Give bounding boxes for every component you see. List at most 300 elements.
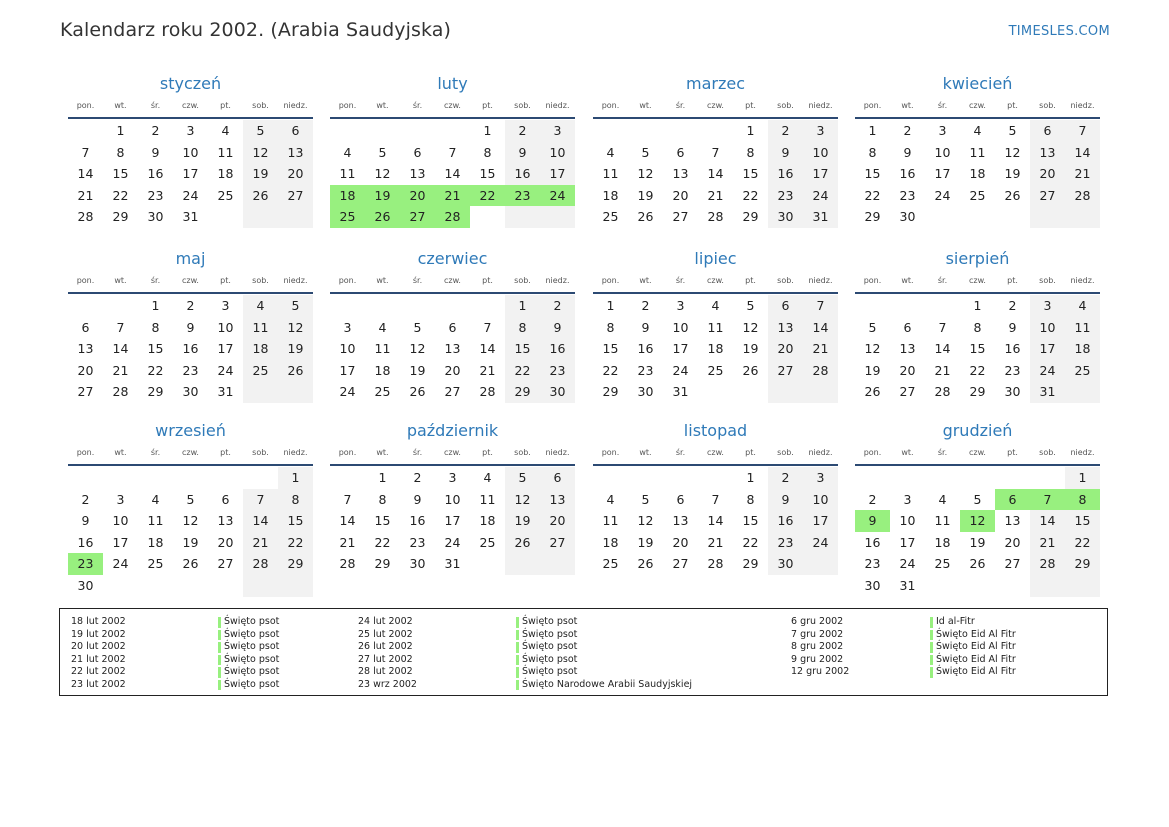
- day-cell[interactable]: 27: [768, 360, 803, 382]
- day-cell[interactable]: 26: [243, 185, 278, 207]
- day-cell[interactable]: 1: [746, 123, 755, 138]
- day-cell[interactable]: 30: [899, 209, 916, 225]
- day-cell[interactable]: 9: [540, 317, 575, 339]
- day-cell[interactable]: 2: [540, 295, 575, 317]
- day-cell[interactable]: 25: [934, 556, 951, 572]
- day-cell[interactable]: 5: [243, 120, 278, 142]
- day-cell[interactable]: 4: [1065, 295, 1100, 317]
- day-cell[interactable]: 13: [899, 341, 916, 357]
- day-cell[interactable]: 25: [707, 362, 724, 378]
- day-cell[interactable]: 30: [768, 553, 803, 575]
- day-cell[interactable]: 15: [864, 166, 881, 182]
- day-cell[interactable]: 14: [77, 166, 94, 182]
- day-cell[interactable]: 28: [707, 209, 724, 225]
- day-cell[interactable]: 12: [278, 317, 313, 339]
- day-cell[interactable]: 4: [151, 491, 160, 507]
- day-cell[interactable]: 18: [602, 534, 619, 550]
- day-cell[interactable]: 7: [243, 489, 278, 511]
- day-cell[interactable]: 28: [435, 206, 470, 228]
- day-cell[interactable]: 20: [672, 187, 689, 203]
- day-cell[interactable]: 14: [243, 510, 278, 532]
- day-cell[interactable]: 10: [934, 144, 951, 160]
- day-cell[interactable]: 15: [1065, 510, 1100, 532]
- day-cell[interactable]: 21: [1065, 163, 1100, 185]
- day-cell[interactable]: 23: [768, 185, 803, 207]
- day-cell[interactable]: 4: [243, 295, 278, 317]
- day-cell[interactable]: 5: [641, 491, 650, 507]
- day-cell[interactable]: 21: [435, 185, 470, 207]
- day-cell[interactable]: 17: [182, 166, 199, 182]
- day-cell[interactable]: 6: [413, 144, 422, 160]
- day-cell[interactable]: 31: [899, 577, 916, 593]
- day-cell[interactable]: 28: [707, 556, 724, 572]
- day-cell[interactable]: 11: [243, 317, 278, 339]
- day-cell[interactable]: 11: [707, 319, 724, 335]
- day-cell[interactable]: 23: [540, 360, 575, 382]
- day-cell[interactable]: 10: [803, 489, 838, 511]
- day-cell[interactable]: 11: [217, 144, 234, 160]
- day-cell[interactable]: 31: [217, 384, 234, 400]
- day-cell[interactable]: 19: [864, 362, 881, 378]
- day-cell[interactable]: 9: [1008, 319, 1017, 335]
- day-cell[interactable]: 23: [864, 556, 881, 572]
- day-cell[interactable]: 15: [374, 513, 391, 529]
- day-cell[interactable]: 19: [637, 187, 654, 203]
- day-cell[interactable]: 2: [768, 120, 803, 142]
- day-cell[interactable]: 29: [742, 556, 759, 572]
- day-cell[interactable]: 17: [112, 534, 129, 550]
- day-cell[interactable]: 27: [672, 209, 689, 225]
- day-cell[interactable]: 3: [903, 491, 912, 507]
- day-cell[interactable]: 29: [278, 553, 313, 575]
- day-cell[interactable]: 26: [637, 556, 654, 572]
- day-cell[interactable]: 9: [768, 142, 803, 164]
- day-cell[interactable]: 8: [483, 144, 492, 160]
- day-cell[interactable]: 30: [637, 384, 654, 400]
- day-cell[interactable]: 6: [448, 319, 457, 335]
- day-cell[interactable]: 28: [339, 556, 356, 572]
- day-cell[interactable]: 9: [81, 513, 90, 529]
- day-cell[interactable]: 13: [409, 166, 426, 182]
- day-cell[interactable]: 17: [217, 341, 234, 357]
- day-cell[interactable]: 26: [969, 556, 986, 572]
- day-cell[interactable]: 27: [1030, 185, 1065, 207]
- day-cell[interactable]: 4: [221, 123, 230, 138]
- day-cell[interactable]: 5: [413, 319, 422, 335]
- day-cell[interactable]: 19: [742, 341, 759, 357]
- day-cell[interactable]: 5: [868, 319, 877, 335]
- day-cell[interactable]: 3: [448, 470, 457, 485]
- day-cell[interactable]: 29: [147, 384, 164, 400]
- day-cell[interactable]: 27: [540, 532, 575, 554]
- day-cell[interactable]: 6: [676, 144, 685, 160]
- day-cell[interactable]: 21: [934, 362, 951, 378]
- day-cell[interactable]: 4: [938, 491, 947, 507]
- day-cell[interactable]: 10: [1030, 317, 1065, 339]
- day-cell[interactable]: 21: [707, 534, 724, 550]
- day-cell[interactable]: 11: [479, 491, 496, 507]
- day-cell[interactable]: 5: [746, 298, 755, 313]
- day-cell[interactable]: 8: [505, 317, 540, 339]
- day-cell[interactable]: 14: [707, 166, 724, 182]
- day-cell[interactable]: 21: [339, 534, 356, 550]
- day-cell[interactable]: 14: [339, 513, 356, 529]
- day-cell[interactable]: 11: [147, 513, 164, 529]
- day-cell[interactable]: 19: [505, 510, 540, 532]
- day-cell[interactable]: 20: [278, 163, 313, 185]
- day-cell[interactable]: 12: [409, 341, 426, 357]
- day-cell[interactable]: 18: [969, 166, 986, 182]
- day-cell[interactable]: 4: [378, 319, 387, 335]
- day-cell[interactable]: 13: [768, 317, 803, 339]
- day-cell[interactable]: 13: [672, 166, 689, 182]
- day-cell[interactable]: 28: [112, 384, 129, 400]
- day-cell[interactable]: 8: [1065, 489, 1100, 511]
- day-cell[interactable]: 15: [742, 166, 759, 182]
- day-cell[interactable]: 27: [672, 556, 689, 572]
- day-cell[interactable]: 3: [938, 123, 947, 138]
- day-cell[interactable]: 7: [448, 144, 457, 160]
- day-cell[interactable]: 30: [1004, 384, 1021, 400]
- day-cell[interactable]: 30: [182, 384, 199, 400]
- day-cell[interactable]: 22: [112, 187, 129, 203]
- day-cell[interactable]: 2: [868, 491, 877, 507]
- day-cell[interactable]: 23: [182, 362, 199, 378]
- day-cell[interactable]: 2: [1008, 298, 1017, 313]
- day-cell[interactable]: 16: [768, 510, 803, 532]
- day-cell[interactable]: 14: [112, 341, 129, 357]
- day-cell[interactable]: 9: [186, 319, 195, 335]
- day-cell[interactable]: 18: [374, 362, 391, 378]
- day-cell[interactable]: 18: [479, 513, 496, 529]
- day-cell[interactable]: 30: [77, 577, 94, 593]
- day-cell[interactable]: 13: [217, 513, 234, 529]
- day-cell[interactable]: 18: [602, 187, 619, 203]
- day-cell[interactable]: 2: [413, 470, 422, 485]
- day-cell[interactable]: 2: [641, 298, 650, 313]
- day-cell[interactable]: 28: [1030, 553, 1065, 575]
- day-cell[interactable]: 24: [444, 534, 461, 550]
- day-cell[interactable]: 12: [864, 341, 881, 357]
- day-cell[interactable]: 3: [186, 123, 195, 138]
- day-cell[interactable]: 17: [934, 166, 951, 182]
- day-cell[interactable]: 28: [243, 553, 278, 575]
- day-cell[interactable]: 25: [479, 534, 496, 550]
- day-cell[interactable]: 3: [803, 120, 838, 142]
- day-cell[interactable]: 28: [1065, 185, 1100, 207]
- day-cell[interactable]: 19: [365, 185, 400, 207]
- day-cell[interactable]: 10: [444, 491, 461, 507]
- day-cell[interactable]: 20: [1004, 534, 1021, 550]
- day-cell[interactable]: 28: [479, 384, 496, 400]
- day-cell[interactable]: 1: [868, 123, 877, 138]
- day-cell[interactable]: 13: [1004, 513, 1021, 529]
- day-cell[interactable]: 15: [479, 166, 496, 182]
- day-cell[interactable]: 1: [483, 123, 492, 138]
- day-cell[interactable]: 22: [374, 534, 391, 550]
- day-cell[interactable]: 13: [672, 513, 689, 529]
- day-cell[interactable]: 13: [540, 489, 575, 511]
- day-cell[interactable]: 24: [217, 362, 234, 378]
- day-cell[interactable]: 22: [969, 362, 986, 378]
- day-cell[interactable]: 12: [505, 489, 540, 511]
- day-cell[interactable]: 8: [151, 319, 160, 335]
- day-cell[interactable]: 18: [707, 341, 724, 357]
- day-cell[interactable]: 28: [803, 360, 838, 382]
- day-cell[interactable]: 3: [803, 467, 838, 489]
- day-cell[interactable]: 30: [864, 577, 881, 593]
- day-cell[interactable]: 5: [1008, 123, 1017, 138]
- day-cell[interactable]: 4: [343, 144, 352, 160]
- day-cell[interactable]: 13: [444, 341, 461, 357]
- day-cell[interactable]: 20: [1030, 163, 1065, 185]
- day-cell[interactable]: 23: [505, 185, 540, 207]
- day-cell[interactable]: 16: [147, 166, 164, 182]
- day-cell[interactable]: 19: [243, 163, 278, 185]
- day-cell[interactable]: 29: [602, 384, 619, 400]
- day-cell[interactable]: 11: [1065, 317, 1100, 339]
- day-cell[interactable]: 14: [479, 341, 496, 357]
- day-cell[interactable]: 23: [147, 187, 164, 203]
- day-cell[interactable]: 28: [77, 209, 94, 225]
- day-cell[interactable]: 19: [1004, 166, 1021, 182]
- day-cell[interactable]: 18: [934, 534, 951, 550]
- day-cell[interactable]: 21: [707, 187, 724, 203]
- day-cell[interactable]: 31: [444, 556, 461, 572]
- day-cell[interactable]: 17: [540, 163, 575, 185]
- day-cell[interactable]: 11: [339, 166, 356, 182]
- day-cell[interactable]: 15: [602, 341, 619, 357]
- day-cell[interactable]: 12: [960, 510, 995, 532]
- day-cell[interactable]: 19: [409, 362, 426, 378]
- day-cell[interactable]: 3: [343, 319, 352, 335]
- day-cell[interactable]: 8: [606, 319, 615, 335]
- day-cell[interactable]: 24: [540, 185, 575, 207]
- day-cell[interactable]: 20: [672, 534, 689, 550]
- day-cell[interactable]: 26: [637, 209, 654, 225]
- day-cell[interactable]: 25: [243, 360, 278, 382]
- day-cell[interactable]: 16: [768, 163, 803, 185]
- day-cell[interactable]: 3: [221, 298, 230, 313]
- day-cell[interactable]: 17: [444, 513, 461, 529]
- day-cell[interactable]: 18: [243, 338, 278, 360]
- day-cell[interactable]: 7: [1030, 489, 1065, 511]
- day-cell[interactable]: 6: [1030, 120, 1065, 142]
- day-cell[interactable]: 1: [151, 298, 160, 313]
- day-cell[interactable]: 10: [540, 142, 575, 164]
- day-cell[interactable]: 26: [742, 362, 759, 378]
- day-cell[interactable]: 30: [409, 556, 426, 572]
- day-cell[interactable]: 28: [934, 384, 951, 400]
- day-cell[interactable]: 26: [505, 532, 540, 554]
- day-cell[interactable]: 24: [803, 185, 838, 207]
- day-cell[interactable]: 22: [147, 362, 164, 378]
- day-cell[interactable]: 8: [116, 144, 125, 160]
- day-cell[interactable]: 26: [864, 384, 881, 400]
- day-cell[interactable]: 19: [969, 534, 986, 550]
- day-cell[interactable]: 16: [409, 513, 426, 529]
- day-cell[interactable]: 22: [1065, 532, 1100, 554]
- day-cell[interactable]: 30: [540, 381, 575, 403]
- day-cell[interactable]: 18: [147, 534, 164, 550]
- day-cell[interactable]: 18: [330, 185, 365, 207]
- day-cell[interactable]: 9: [641, 319, 650, 335]
- day-cell[interactable]: 5: [278, 295, 313, 317]
- day-cell[interactable]: 6: [540, 467, 575, 489]
- day-cell[interactable]: 16: [899, 166, 916, 182]
- day-cell[interactable]: 11: [934, 513, 951, 529]
- day-cell[interactable]: 8: [378, 491, 387, 507]
- day-cell[interactable]: 10: [339, 341, 356, 357]
- day-cell[interactable]: 23: [768, 532, 803, 554]
- day-cell[interactable]: 22: [278, 532, 313, 554]
- day-cell[interactable]: 27: [444, 384, 461, 400]
- day-cell[interactable]: 4: [973, 123, 982, 138]
- day-cell[interactable]: 2: [768, 467, 803, 489]
- day-cell[interactable]: 27: [217, 556, 234, 572]
- day-cell[interactable]: 3: [116, 491, 125, 507]
- day-cell[interactable]: 5: [973, 491, 982, 507]
- day-cell[interactable]: 23: [1004, 362, 1021, 378]
- day-cell[interactable]: 22: [470, 185, 505, 207]
- day-cell[interactable]: 11: [602, 513, 619, 529]
- day-cell[interactable]: 23: [899, 187, 916, 203]
- day-cell[interactable]: 8: [746, 144, 755, 160]
- day-cell[interactable]: 22: [742, 187, 759, 203]
- day-cell[interactable]: 26: [278, 360, 313, 382]
- day-cell[interactable]: 21: [77, 187, 94, 203]
- day-cell[interactable]: 25: [374, 384, 391, 400]
- day-cell[interactable]: 12: [243, 142, 278, 164]
- day-cell[interactable]: 24: [1030, 360, 1065, 382]
- day-cell[interactable]: 15: [969, 341, 986, 357]
- day-cell[interactable]: 24: [339, 384, 356, 400]
- day-cell[interactable]: 25: [147, 556, 164, 572]
- day-cell[interactable]: 13: [1030, 142, 1065, 164]
- day-cell[interactable]: 9: [855, 510, 890, 532]
- day-cell[interactable]: 29: [864, 209, 881, 225]
- day-cell[interactable]: 23: [409, 534, 426, 550]
- day-cell[interactable]: 11: [602, 166, 619, 182]
- day-cell[interactable]: 3: [676, 298, 685, 313]
- day-cell[interactable]: 14: [707, 513, 724, 529]
- day-cell[interactable]: 25: [602, 556, 619, 572]
- day-cell[interactable]: 24: [112, 556, 129, 572]
- day-cell[interactable]: 20: [400, 185, 435, 207]
- day-cell[interactable]: 15: [505, 338, 540, 360]
- day-cell[interactable]: 10: [899, 513, 916, 529]
- day-cell[interactable]: 12: [742, 319, 759, 335]
- day-cell[interactable]: 16: [1004, 341, 1021, 357]
- day-cell[interactable]: 2: [186, 298, 195, 313]
- day-cell[interactable]: 1: [746, 470, 755, 485]
- day-cell[interactable]: 1: [378, 470, 387, 485]
- day-cell[interactable]: 12: [1004, 144, 1021, 160]
- day-cell[interactable]: 3: [540, 120, 575, 142]
- day-cell[interactable]: 14: [1065, 142, 1100, 164]
- day-cell[interactable]: 5: [186, 491, 195, 507]
- day-cell[interactable]: 12: [637, 513, 654, 529]
- day-cell[interactable]: 31: [182, 209, 199, 225]
- day-cell[interactable]: 16: [864, 534, 881, 550]
- day-cell[interactable]: 8: [278, 489, 313, 511]
- day-cell[interactable]: 29: [969, 384, 986, 400]
- day-cell[interactable]: 1: [973, 298, 982, 313]
- day-cell[interactable]: 4: [606, 491, 615, 507]
- day-cell[interactable]: 26: [409, 384, 426, 400]
- day-cell[interactable]: 24: [899, 556, 916, 572]
- day-cell[interactable]: 25: [1065, 360, 1100, 382]
- day-cell[interactable]: 7: [938, 319, 947, 335]
- day-cell[interactable]: 20: [540, 510, 575, 532]
- day-cell[interactable]: 30: [147, 209, 164, 225]
- day-cell[interactable]: 15: [112, 166, 129, 182]
- day-cell[interactable]: 29: [374, 556, 391, 572]
- day-cell[interactable]: 1: [278, 467, 313, 489]
- day-cell[interactable]: 7: [1065, 120, 1100, 142]
- day-cell[interactable]: 30: [768, 206, 803, 228]
- day-cell[interactable]: 1: [116, 123, 125, 138]
- day-cell[interactable]: 27: [899, 384, 916, 400]
- day-cell[interactable]: 29: [112, 209, 129, 225]
- day-cell[interactable]: 1: [505, 295, 540, 317]
- day-cell[interactable]: 13: [77, 341, 94, 357]
- day-cell[interactable]: 6: [278, 120, 313, 142]
- day-cell[interactable]: 7: [711, 491, 720, 507]
- day-cell[interactable]: 6: [676, 491, 685, 507]
- day-cell[interactable]: 26: [1004, 187, 1021, 203]
- day-cell[interactable]: 10: [217, 319, 234, 335]
- day-cell[interactable]: 24: [182, 187, 199, 203]
- day-cell[interactable]: 26: [365, 206, 400, 228]
- day-cell[interactable]: 12: [374, 166, 391, 182]
- day-cell[interactable]: 6: [221, 491, 230, 507]
- day-cell[interactable]: 1: [606, 298, 615, 313]
- day-cell[interactable]: 23: [68, 553, 103, 575]
- day-cell[interactable]: 25: [217, 187, 234, 203]
- day-cell[interactable]: 17: [899, 534, 916, 550]
- day-cell[interactable]: 25: [330, 206, 365, 228]
- day-cell[interactable]: 19: [278, 338, 313, 360]
- day-cell[interactable]: 9: [413, 491, 422, 507]
- day-cell[interactable]: 9: [151, 144, 160, 160]
- day-cell[interactable]: 20: [899, 362, 916, 378]
- day-cell[interactable]: 12: [637, 166, 654, 182]
- day-cell[interactable]: 24: [803, 532, 838, 554]
- day-cell[interactable]: 7: [116, 319, 125, 335]
- day-cell[interactable]: 31: [672, 384, 689, 400]
- day-cell[interactable]: 21: [803, 338, 838, 360]
- day-cell[interactable]: 3: [1030, 295, 1065, 317]
- day-cell[interactable]: 20: [217, 534, 234, 550]
- day-cell[interactable]: 6: [81, 319, 90, 335]
- day-cell[interactable]: 10: [803, 142, 838, 164]
- day-cell[interactable]: 5: [641, 144, 650, 160]
- day-cell[interactable]: 11: [969, 144, 986, 160]
- day-cell[interactable]: 16: [540, 338, 575, 360]
- day-cell[interactable]: 5: [378, 144, 387, 160]
- day-cell[interactable]: 19: [637, 534, 654, 550]
- day-cell[interactable]: 15: [147, 341, 164, 357]
- day-cell[interactable]: 10: [672, 319, 689, 335]
- day-cell[interactable]: 2: [151, 123, 160, 138]
- day-cell[interactable]: 8: [868, 144, 877, 160]
- day-cell[interactable]: 24: [934, 187, 951, 203]
- day-cell[interactable]: 29: [1065, 553, 1100, 575]
- day-cell[interactable]: 21: [243, 532, 278, 554]
- day-cell[interactable]: 16: [182, 341, 199, 357]
- day-cell[interactable]: 7: [803, 295, 838, 317]
